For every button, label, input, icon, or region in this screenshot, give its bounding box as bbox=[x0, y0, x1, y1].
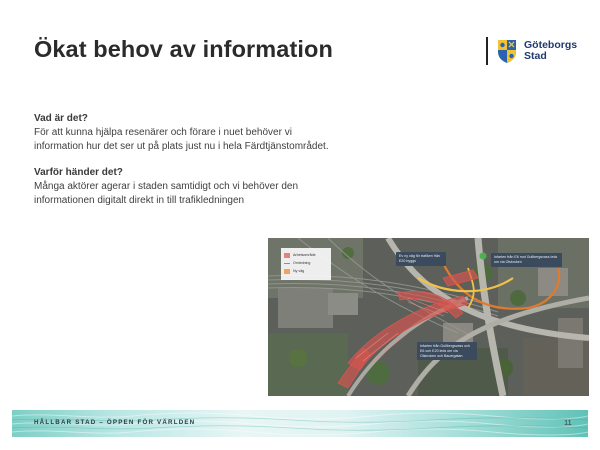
map-callout: Infarten från Gullbergsvass och E6 och E20 leds om via Olskroken och Bauergatan bbox=[417, 342, 477, 360]
section-heading: Vad är det? bbox=[34, 113, 88, 124]
crest-icon bbox=[496, 38, 518, 64]
logo-divider bbox=[486, 37, 488, 65]
slide-title: Ökat behov av information bbox=[34, 36, 333, 62]
legend-item bbox=[284, 251, 328, 259]
section-line: informationen digitalt direkt in till trafikledningen bbox=[34, 195, 245, 206]
section-line: För att kunna hjälpa resenärer och förare i nuet behöver vi bbox=[34, 127, 292, 138]
section-line: information hur det ser ut på plats just nu i hela Färdtjänstområdet. bbox=[34, 141, 329, 152]
new-road-swatch bbox=[284, 269, 290, 274]
map-legend bbox=[281, 248, 331, 280]
map-callout: Infarten från E6 mot Gullbergsvass leds om via Olskroken bbox=[491, 253, 562, 267]
legend-label: Omledning bbox=[293, 261, 311, 265]
section-heading: Varför händer det? bbox=[34, 167, 123, 178]
legend-label: Ny väg bbox=[293, 269, 305, 273]
footer-slogan: HÅLLBAR STAD – ÖPPEN FÖR VÄRLDEN bbox=[34, 419, 196, 426]
legend-label: Arbetsområde bbox=[293, 253, 316, 257]
goteborgs-stad-logo bbox=[486, 37, 578, 69]
detour-swatch bbox=[284, 263, 290, 264]
logo-line-1: Göteborgs bbox=[524, 39, 578, 51]
body-text bbox=[34, 112, 424, 208]
legend-item bbox=[284, 267, 328, 275]
map-callout: Ev ny väg för trafiken från E20 byggs bbox=[396, 252, 446, 266]
legend-item bbox=[284, 259, 328, 267]
logo-line-2: Stad bbox=[524, 50, 547, 62]
page-number: 11 bbox=[564, 418, 572, 427]
footer-banner bbox=[12, 410, 588, 437]
work-area-swatch bbox=[284, 253, 290, 258]
section-line: Många aktörer agerar i staden samtidigt och vi behöver den bbox=[34, 181, 299, 192]
logo-wordmark bbox=[524, 40, 577, 62]
